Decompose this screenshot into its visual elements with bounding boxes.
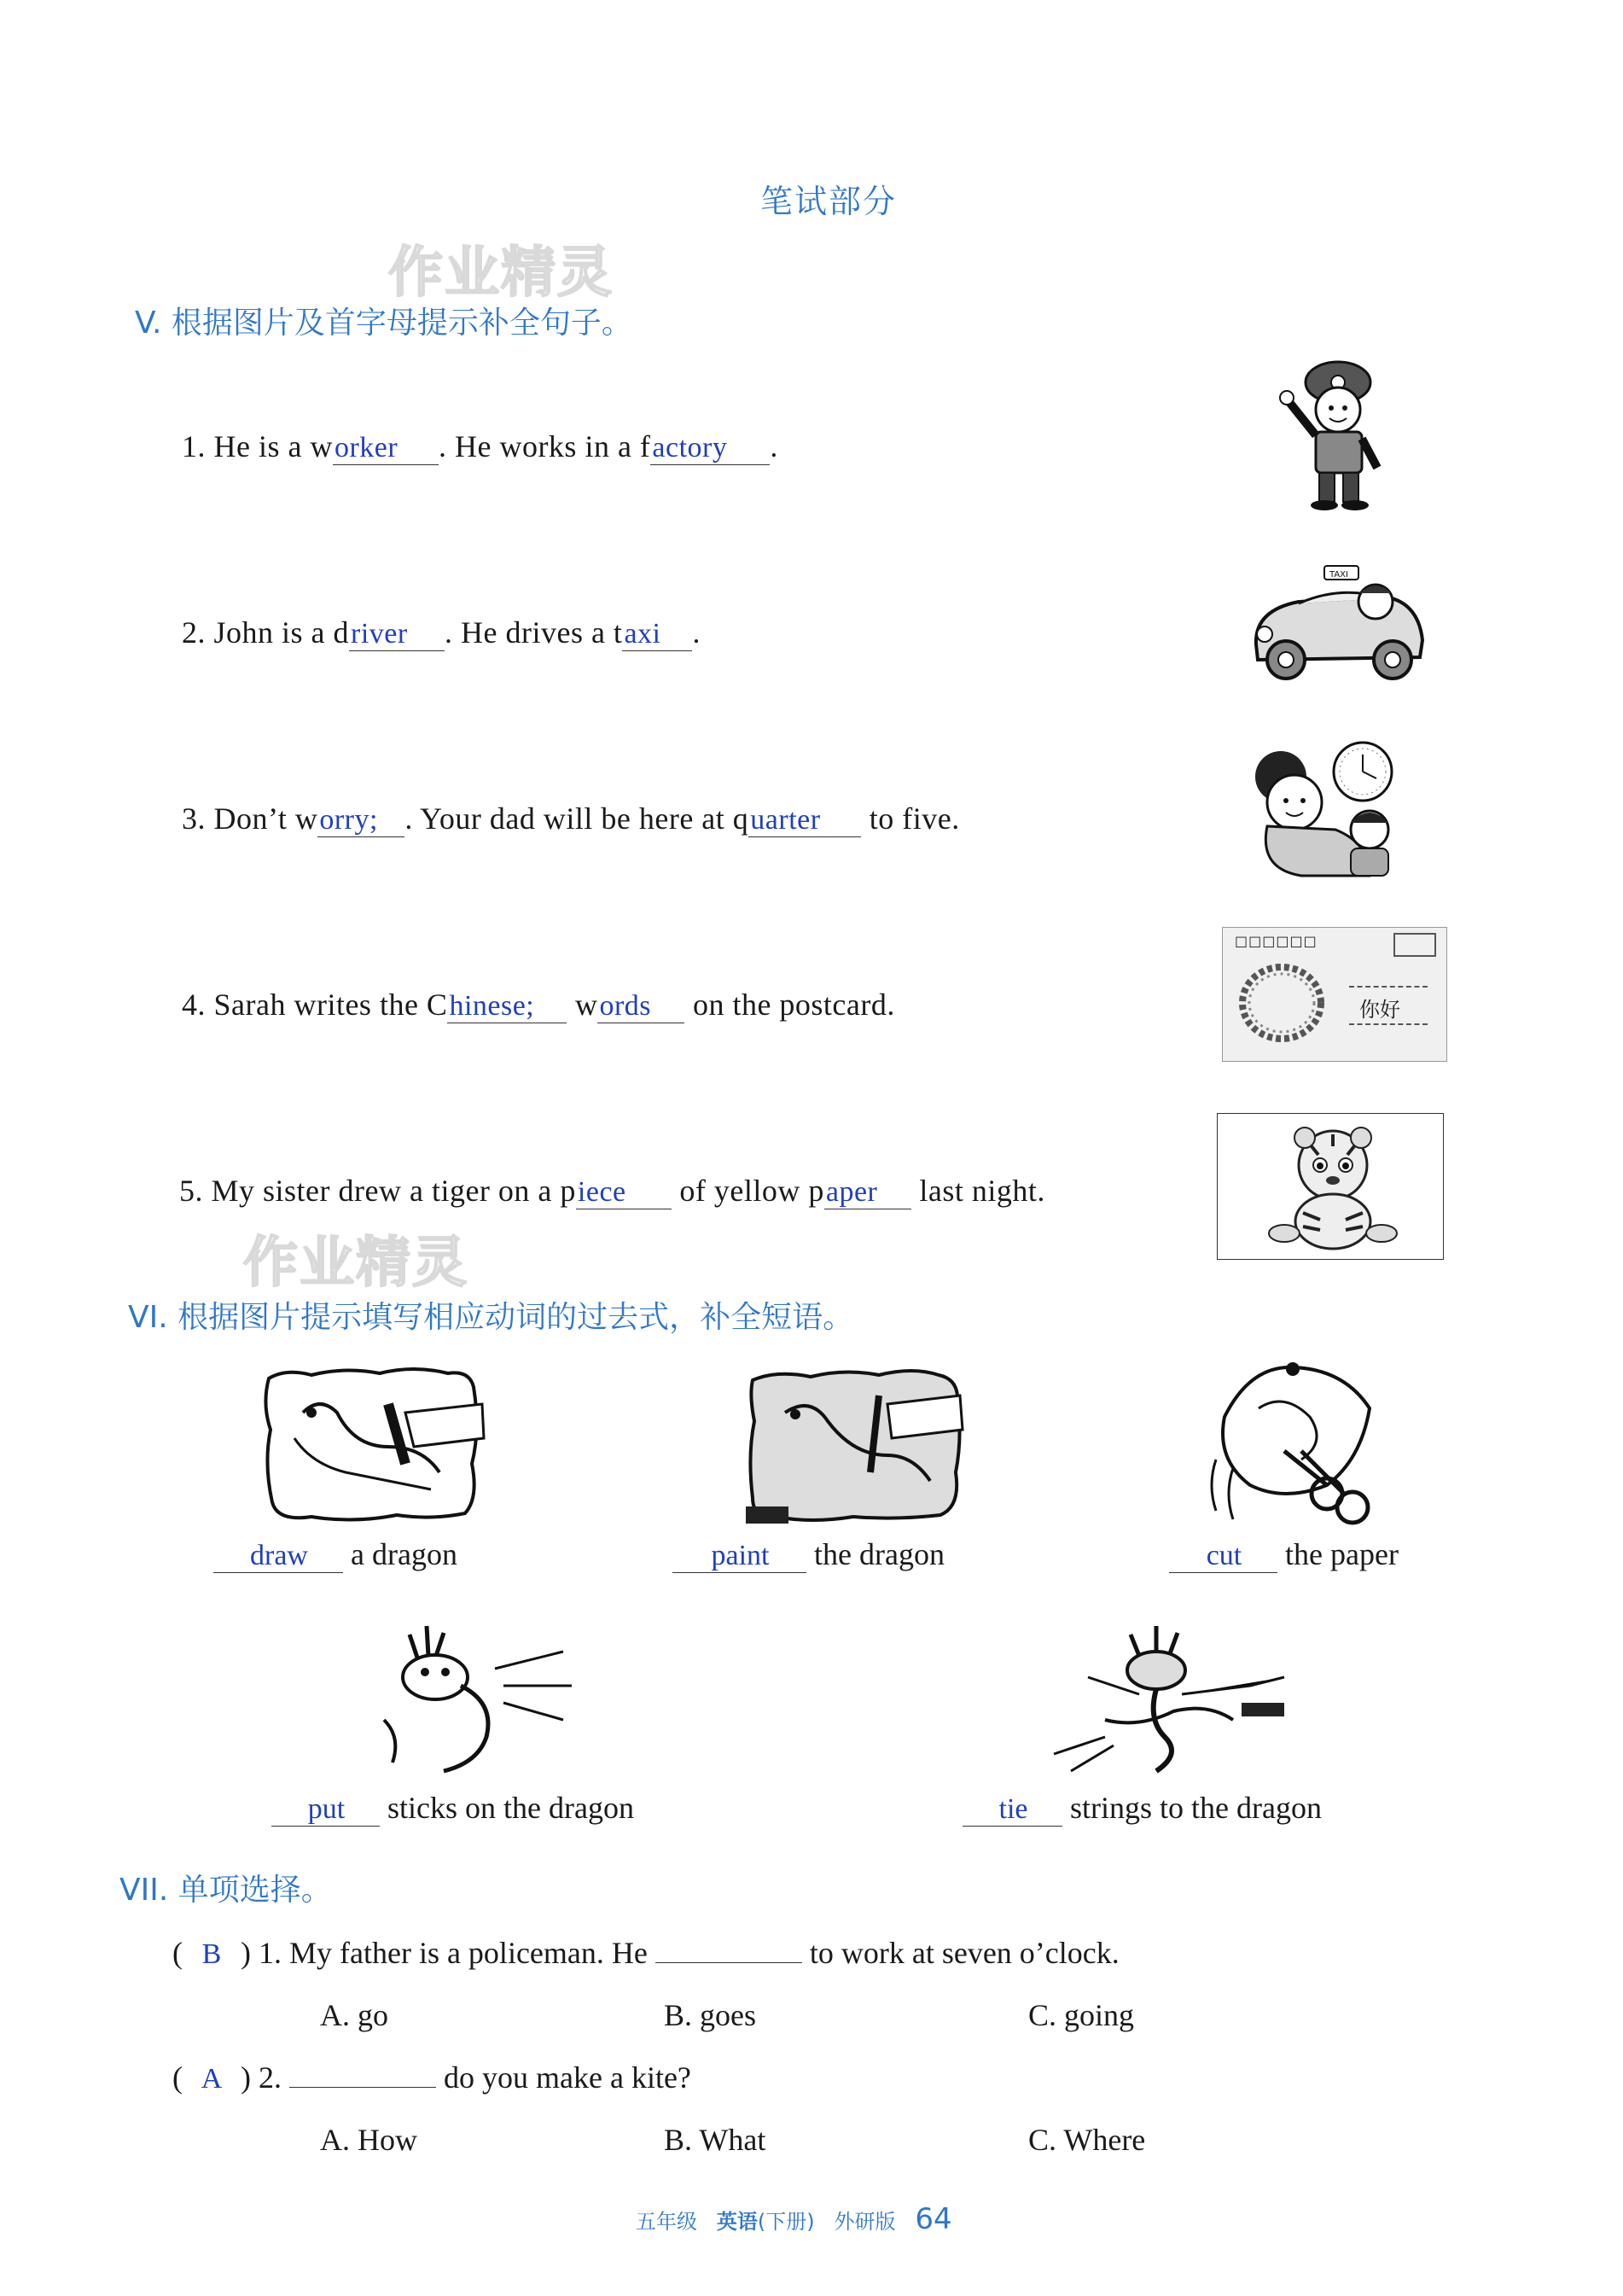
worker-icon — [1271, 350, 1391, 512]
sentence-2: 2. John is a driver . He drives a taxi . — [182, 615, 701, 650]
postcard-icon — [1222, 927, 1447, 1062]
svg-text:TAXI: TAXI — [1329, 570, 1348, 580]
answer-blank[interactable]: river — [349, 616, 445, 651]
answer-blank[interactable]: orry; — [317, 802, 404, 837]
sentence-1: 1. He is a worker . He works in a factory . — [182, 429, 778, 463]
postcard-zip-boxes: □□□□□□ — [1235, 933, 1318, 949]
sentence-3: 3. Don’t worry; . Your dad will be here at quarter to five. — [182, 801, 960, 836]
answer-blank[interactable]: paint — [672, 1538, 806, 1573]
phrase-1: draw a dragon — [213, 1536, 457, 1573]
phrase-5: tie strings to the dragon — [963, 1790, 1322, 1827]
footer-subject: 英语 — [716, 2210, 758, 2234]
phrase-4: put sticks on the dragon — [271, 1790, 634, 1827]
option-c[interactable]: C. going — [1028, 1998, 1135, 2032]
page-title: 笔试部分 — [759, 183, 897, 220]
answer-blank[interactable]: tie — [963, 1792, 1062, 1827]
footer-volume: (下册) — [757, 2210, 815, 2234]
answer-blank[interactable]: aper — [824, 1174, 911, 1209]
cutting-paper-icon — [1199, 1357, 1391, 1528]
phrase-2: paint the dragon — [672, 1536, 945, 1573]
option-b[interactable]: B. What — [664, 2123, 766, 2157]
answer-choice[interactable]: A — [201, 2063, 223, 2095]
postcard-greeting: 你好 — [1359, 998, 1400, 1022]
option-c[interactable]: C. Where — [1028, 2123, 1146, 2157]
tiger-icon — [1217, 1113, 1444, 1260]
page-footer — [636, 2202, 952, 2236]
answer-blank[interactable] — [655, 1962, 802, 1963]
answer-blank[interactable]: axi — [622, 616, 692, 651]
answer-blank[interactable]: ords — [597, 988, 684, 1023]
address-line — [1349, 986, 1428, 988]
sticks-dragon-icon — [375, 1617, 580, 1780]
answer-blank[interactable] — [289, 2087, 436, 2088]
painting-dragon-icon — [742, 1361, 969, 1528]
tiger-drawing — [1252, 1121, 1414, 1253]
taxi-icon — [1239, 559, 1431, 687]
footer-grade: 五年级 — [636, 2210, 697, 2234]
section-7-heading: VII. 单项选择。 — [119, 1873, 332, 1908]
section-5-heading: V. 根据图片及首字母提示补全句子。 — [135, 306, 632, 341]
option-a[interactable]: A. go — [320, 1998, 388, 2032]
question-2: ( A ) 2. do you make a kite? — [172, 2060, 691, 2095]
answer-blank[interactable]: hinese; — [447, 988, 567, 1023]
mother-child-clock-icon — [1242, 741, 1421, 877]
answer-blank[interactable]: iece — [576, 1174, 672, 1209]
phrase-3: cut the paper — [1169, 1536, 1399, 1573]
answer-blank[interactable]: uarter — [748, 802, 861, 837]
option-a[interactable]: A. How — [320, 2123, 417, 2157]
section-6-heading: VI. 根据图片提示填写相应动词的过去式，补全短语。 — [128, 1300, 854, 1335]
address-line — [1349, 1023, 1428, 1025]
sentence-4: 4. Sarah writes the Chinese; words on the postcard. — [182, 988, 895, 1022]
answer-blank[interactable]: put — [271, 1792, 380, 1827]
wreath-icon — [1235, 960, 1329, 1046]
strings-dragon-icon — [1037, 1617, 1301, 1780]
answer-blank[interactable]: draw — [213, 1538, 343, 1573]
answer-blank[interactable]: actory — [650, 430, 770, 465]
drawing-dragon-icon — [260, 1361, 491, 1528]
answer-choice[interactable]: B — [201, 1938, 222, 1970]
question-1: ( B ) 1. My father is a policeman. He to work at seven o’clock. — [172, 1936, 1120, 1970]
answer-blank[interactable]: orker — [333, 430, 439, 465]
option-b[interactable]: B. goes — [664, 1998, 756, 2032]
answer-blank[interactable]: cut — [1169, 1538, 1277, 1573]
page-number: 64 — [915, 2202, 952, 2236]
watermark: 作业精灵 — [243, 1232, 468, 1295]
footer-edition: 外研版 — [834, 2210, 896, 2234]
sentence-5: 5. My sister drew a tiger on a piece of yellow paper last night. — [179, 1174, 1045, 1208]
postcard-stamp — [1393, 933, 1436, 957]
watermark: 作业精灵 — [388, 242, 614, 305]
